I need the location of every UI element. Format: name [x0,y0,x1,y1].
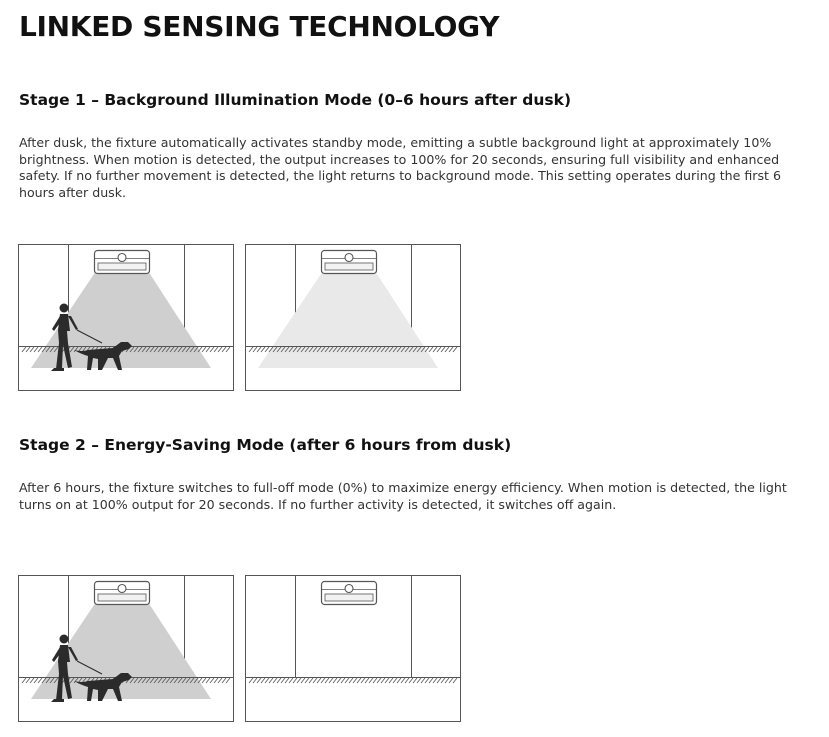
stage2-idle-diagram [245,575,461,722]
diagram-svg [245,575,461,722]
stage1-description: After dusk, the fixture automatically activates standby mode, emitting a subtle background light at approximately 10% brightness. When motion is detected, the output increases to 100% for 20 seconds, ensuring full visibility and enhanced safety. If no further movement is detected, the light returns to background mode. This setting operates during the first 6 hours after dusk. [19,135,781,200]
stage1-idle-diagram [245,244,461,391]
page-title: LINKED SENSING TECHNOLOGY [19,10,500,43]
motion-sensor-icon [345,254,353,262]
stage1-motion-diagram [18,244,234,391]
person-head [60,635,69,644]
stage2-motion-diagram [18,575,234,722]
motion-sensor-icon [118,585,126,593]
fixture-lens [325,263,373,270]
motion-sensor-icon [345,585,353,593]
stage2-description: After 6 hours, the fixture switches to full-off mode (0%) to maximize energy efficiency. When motion is detected, the light turns on at 100% output for 20 seconds. If no further activity is detected, it switches off again. [19,480,787,512]
diagram-svg [245,244,461,391]
motion-sensor-icon [118,254,126,262]
fixture-lens [325,594,373,601]
stage1-heading: Stage 1 – Background Illumination Mode (0–6 hours after dusk) [19,91,572,109]
fixture-lens [98,594,146,601]
diagram-svg [18,575,234,722]
person-head [60,304,69,313]
stage2-heading: Stage 2 – Energy-Saving Mode (after 6 hours from dusk) [19,436,512,454]
diagram-svg [18,244,234,391]
fixture-lens [98,263,146,270]
